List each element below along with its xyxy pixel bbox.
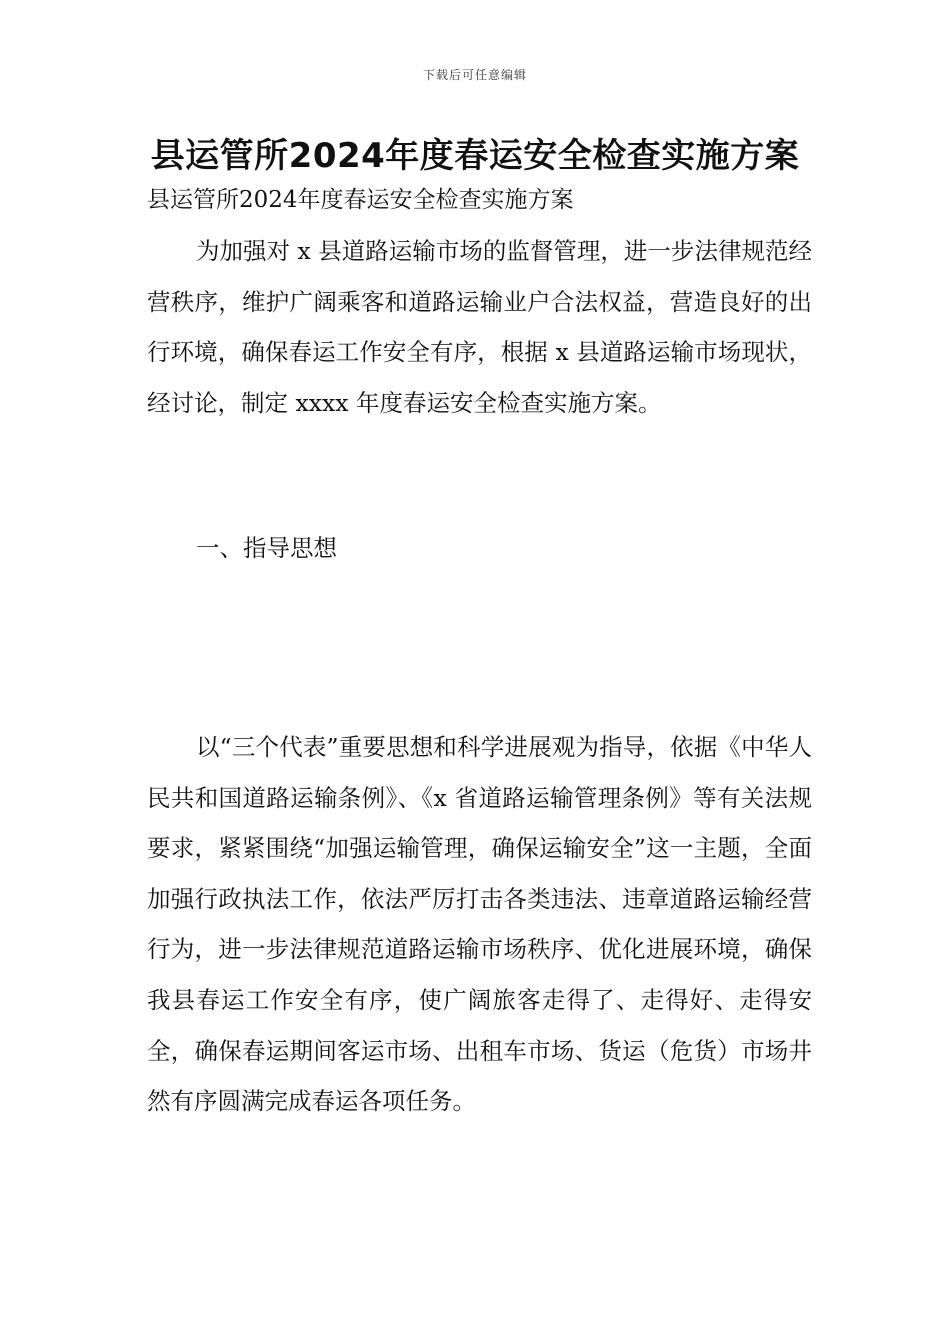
section-heading-guiding-ideology: 一、指导思想 [196, 534, 337, 562]
document-title: 县运管所2024年度春运安全检查实施方案 [150, 136, 800, 176]
header-note: 下载后可任意编辑 [422, 68, 527, 82]
guiding-ideology-paragraph: 以“三个代表”重要思想和科学进展观为指导，依据《中华人民共和国道路运输条例》、《x 省道路运输管理条例》等有关法规要求，紧紧围绕“加强运输管理，确保运输安全”这一主题，全面加强行政执法工作，依法严厉打击各类违法、违章道路运输经营行为，进一步法律规范道路运输市场秩序、优化进展环境，确保我县春运工作安全有序，使广阔旅客走得了、走得好、走得安全，确保春运期间客运市场、出租车市场、货运（危货）市场井然有序圆满完成春运各项任务。 [147, 733, 812, 1116]
intro-paragraph: 为加强对 x 县道路运输市场的监督管理，进一步法律规范经营秩序，维护广阔乘客和道路运输业户合法权益，营造良好的出行环境，确保春运工作安全有序，根据 x 县道路运输市场现状，经讨论，制定 xxxx 年度春运安全检查实施方案。 [147, 237, 812, 417]
document-subtitle: 县运管所2024年度春运安全检查实施方案 [147, 187, 574, 213]
